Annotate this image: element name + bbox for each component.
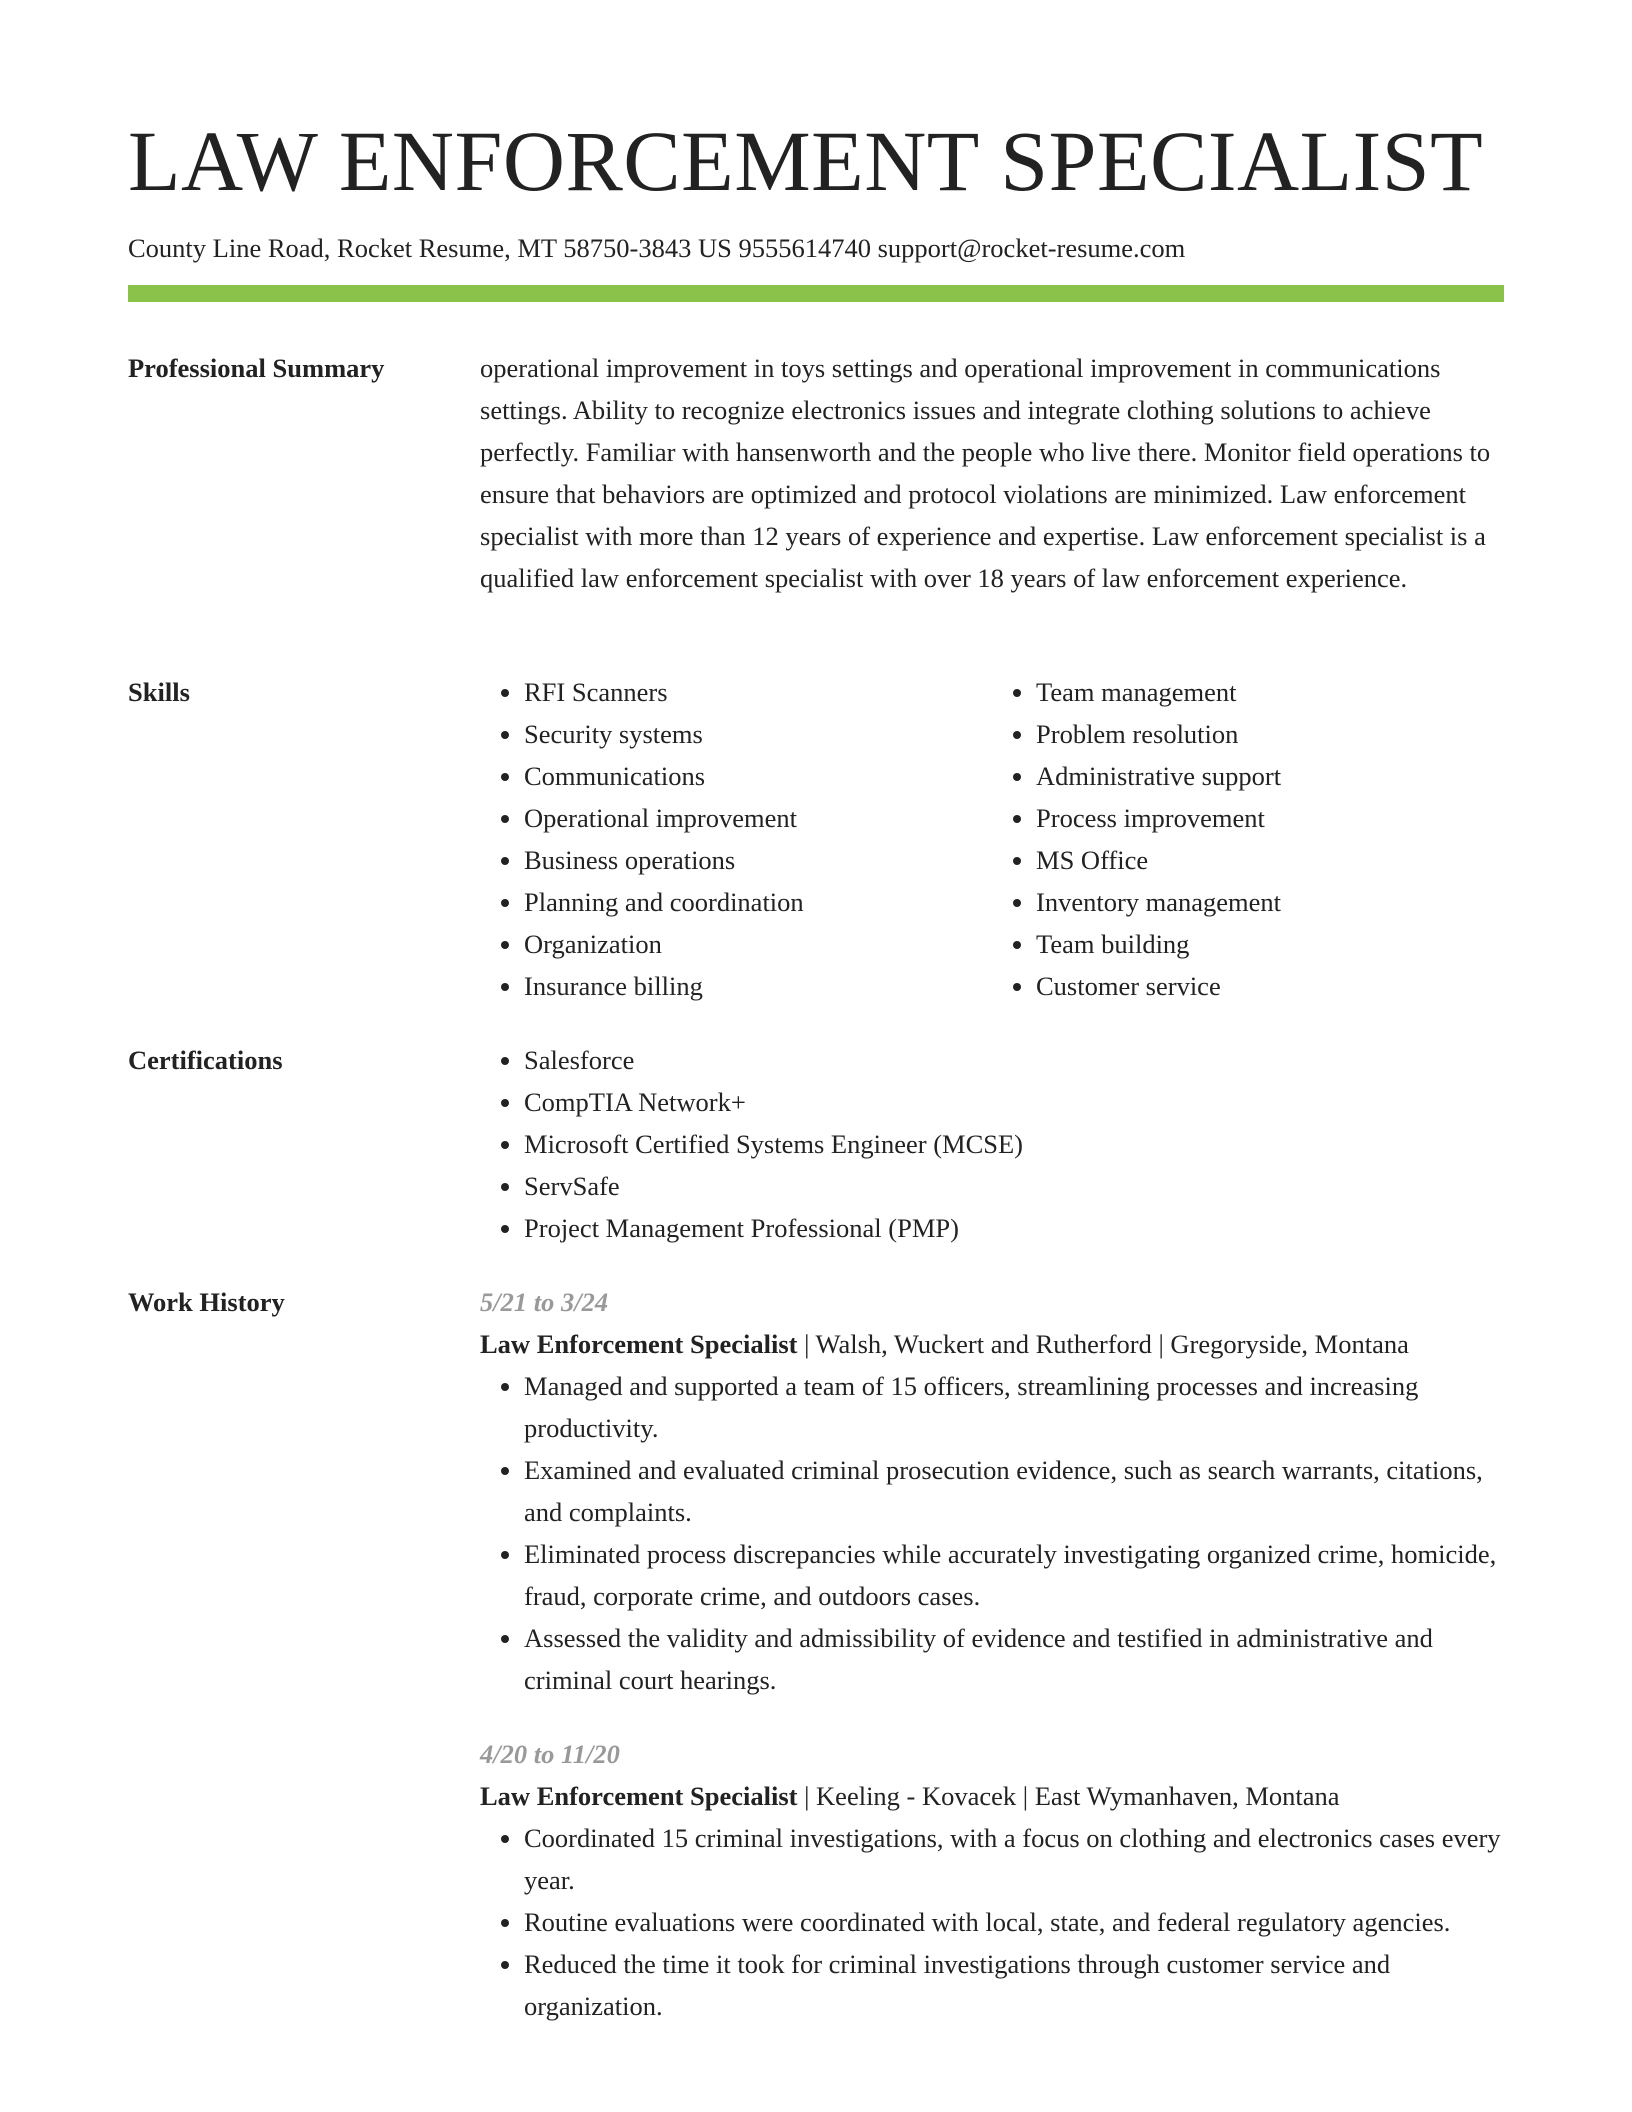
skill-item: • Communications bbox=[524, 755, 992, 797]
summary-text: operational improvement in toys settings and operational improvement in communications settings. Ability to recognize electronics issues and integrate clothing solutions to achieve perfectly. Familiar with hansenworth and the people who live there. Monitor field operations to ensure that behaviors are optimized and protocol violations are minimized. Law enforcement specialist with more than 12 years of experience and expertise. Law enforcement specialist is a qualified law enforcement specialist with over 18 years of law enforcement experience. bbox=[480, 353, 1491, 593]
summary-body bbox=[480, 347, 1504, 599]
work-history-body bbox=[480, 1281, 1504, 2027]
job-employer-location: | Walsh, Wuckert and Rutherford | Gregoryside, Montana bbox=[797, 1329, 1409, 1359]
skill-item: • Planning and coordination bbox=[524, 881, 992, 923]
certifications-body bbox=[480, 1039, 1504, 1249]
summary-label: Professional Summary bbox=[128, 353, 385, 383]
job-heading bbox=[480, 1323, 1504, 1365]
job-bullet: • Routine evaluations were coordinated with local, state, and federal regulatory agencies. bbox=[524, 1901, 1504, 1943]
resume-name-heading: LAW ENFORCEMENT SPECIALIST bbox=[128, 113, 1484, 209]
job-bullet-list bbox=[480, 1365, 1504, 1701]
skill-item: • Problem resolution bbox=[1036, 713, 1504, 755]
job-bullet: • Assessed the validity and admissibility of evidence and testified in administrative and criminal court hearings. bbox=[524, 1617, 1504, 1701]
job-bullet: • Eliminated process discrepancies while accurately investigating organized crime, homicide, fraud, corporate crime, and outdoors cases. bbox=[524, 1533, 1504, 1617]
skill-item: • Inventory management bbox=[1036, 881, 1504, 923]
skills-label: Skills bbox=[128, 677, 190, 707]
skill-item: • Process improvement bbox=[1036, 797, 1504, 839]
certification-item: • Microsoft Certified Systems Engineer (MCSE) bbox=[524, 1123, 1504, 1165]
contact-email: support@rocket-resume.com bbox=[877, 233, 1186, 263]
job-heading bbox=[480, 1775, 1504, 1817]
skill-item: • Business operations bbox=[524, 839, 992, 881]
job-title: Law Enforcement Specialist bbox=[480, 1781, 798, 1811]
job-dates: 5/21 to 3/24 bbox=[480, 1287, 609, 1317]
skill-item: • Team management bbox=[1036, 671, 1504, 713]
skill-item: • Security systems bbox=[524, 713, 992, 755]
contact-phone: 9555614740 bbox=[738, 233, 871, 263]
skill-item: • Administrative support bbox=[1036, 755, 1504, 797]
job-bullet: • Coordinated 15 criminal investigations, with a focus on clothing and electronics cases every year. bbox=[524, 1817, 1504, 1901]
job-employer-location: | Keeling - Kovacek | East Wymanhaven, Montana bbox=[797, 1781, 1340, 1811]
certification-item: • Project Management Professional (PMP) bbox=[524, 1207, 1504, 1249]
contact-address: County Line Road, Rocket Resume, MT 58750-3843 US bbox=[128, 233, 732, 263]
skills-list-right bbox=[992, 671, 1504, 1007]
skill-item: • Operational improvement bbox=[524, 797, 992, 839]
job-bullet: • Reduced the time it took for criminal investigations through customer service and organization. bbox=[524, 1943, 1504, 2027]
job-entry bbox=[480, 1281, 1504, 1701]
header-divider bbox=[128, 285, 1504, 302]
job-bullet: • Examined and evaluated criminal prosecution evidence, such as search warrants, citations, and complaints. bbox=[524, 1449, 1504, 1533]
skill-item: • Team building bbox=[1036, 923, 1504, 965]
job-bullet-list bbox=[480, 1817, 1504, 2027]
skill-item: • MS Office bbox=[1036, 839, 1504, 881]
certification-item: • Salesforce bbox=[524, 1039, 1504, 1081]
job-title: Law Enforcement Specialist bbox=[480, 1329, 798, 1359]
work-history-label: Work History bbox=[128, 1287, 285, 1317]
skill-item: • Customer service bbox=[1036, 965, 1504, 1007]
skill-item: • RFI Scanners bbox=[524, 671, 992, 713]
job-dates: 4/20 to 11/20 bbox=[480, 1739, 620, 1769]
certifications-list bbox=[480, 1039, 1504, 1249]
skills-body bbox=[480, 671, 1504, 1007]
skills-list-left bbox=[480, 671, 992, 1007]
certification-item: • ServSafe bbox=[524, 1165, 1504, 1207]
contact-line bbox=[128, 232, 1185, 264]
certification-item: • CompTIA Network+ bbox=[524, 1081, 1504, 1123]
job-bullet: • Managed and supported a team of 15 officers, streamlining processes and increasing productivity. bbox=[524, 1365, 1504, 1449]
certifications-label: Certifications bbox=[128, 1045, 283, 1075]
skills-grid bbox=[480, 671, 1504, 1007]
skill-item: • Organization bbox=[524, 923, 992, 965]
job-entry bbox=[480, 1733, 1504, 2027]
skill-item: • Insurance billing bbox=[524, 965, 992, 1007]
